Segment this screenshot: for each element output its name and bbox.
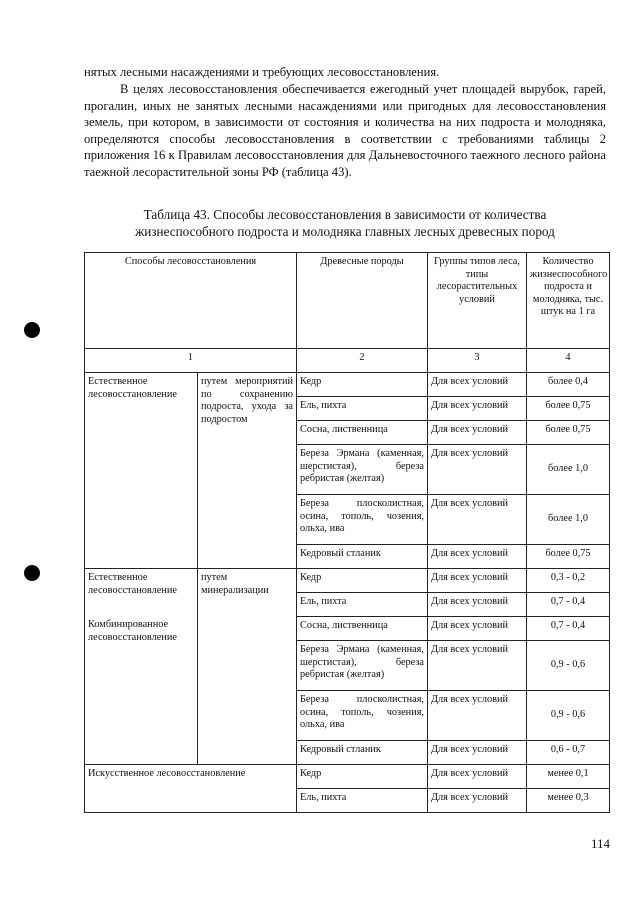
table-row: Ель, пихта Для всех условий более 0,75 [85,397,610,421]
table-row: Береза Эрмана (каменная, шерстистая), береза ребристая (желтая) Для всех условий более 1,0 [85,445,610,495]
table-row: Искусственное лесовосстановление Кедр Для всех условий менее 0,1 [85,765,610,789]
table-row: Ель, пихта Для всех условий менее 0,3 [85,789,610,813]
col-header-methods: Способы лесовосстановления [85,253,297,349]
table-header-row [85,253,610,349]
binder-hole [24,322,40,338]
method-sub-cell: путем минерализации [198,569,297,765]
col-header-forest-types: Группы типов леса, типы лесорастительных условий [428,253,527,349]
col-header-species: Древесные породы [297,253,428,349]
table-row: Ель, пихта Для всех условий 0,7 - 0,4 [85,593,610,617]
reforestation-table [84,252,610,813]
method-sub-cell: путем мероприятий по сохранению подроста, ухода за подростом [198,373,297,569]
table-row: Сосна, лиственница Для всех условий более 0,75 [85,421,610,445]
paragraph-continuation: нятых лесными насаждениями и требующих лесовосстановления. [84,65,440,79]
table-row: Кедровый стланик Для всех условий более 0,75 [85,545,610,569]
binder-hole [24,565,40,581]
table-caption: Таблица 43. Способы лесовосстановления в зависимости от количества жизнеспособного подроста и молодняка главных лесных древесных пород [135,207,555,239]
table-row: Сосна, лиственница Для всех условий 0,7 - 0,4 [85,617,610,641]
method-cell: Естественное лесовосстановление [85,373,198,569]
table-row: Кедровый стланик Для всех условий 0,6 - 0,7 [85,741,610,765]
table-row: Береза плосколистная, осина, тополь, чозения, ольха, ива Для всех условий более 1,0 [85,495,610,545]
method-cell: Естественное лесовосстановление Комбинированное лесовосстановление [85,569,198,765]
paragraph-intro: В целях лесовосстановления обеспечивается ежегодный учет площадей вырубок, гарей, прогалин, иных не занятых лесными насаждениями или пригодных для лесовосстановления земель, при котором, в зависимости от состояния и количества на них подроста и молодняка, определяются способы лесовосстановления в соответствии с требованиями таблицы 2 приложения 16 к Правилам лесовосстановления для Дальневосточного таежного лесного района таежной лесорастительной зоны РФ (таблица 43). [84,82,606,179]
table-row: Естественное лесовосстановление Комбинированное лесовосстановление путем минерализации Кедр Для всех условий 0,3 - 0,2 [85,569,610,593]
page-number: 114 [590,836,610,851]
table-row: Естественное лесовосстановление путем мероприятий по сохранению подроста, ухода за подростом Кедр Для всех условий более 0,4 [85,373,610,397]
col-header-quantity: Количество жизнеспособного подроста и молодняка, тыс. штук на 1 га [527,253,610,349]
table-row: Береза Эрмана (каменная, шерстистая), береза ребристая (желтая) Для всех условий 0,9 - 0,6 [85,641,610,691]
table-row: Береза плосколистная, осина, тополь, чозения, ольха, ива Для всех условий 0,9 - 0,6 [85,691,610,741]
table-number-row: 1 2 3 4 [85,349,610,373]
method-cell: Искусственное лесовосстановление [85,765,297,813]
